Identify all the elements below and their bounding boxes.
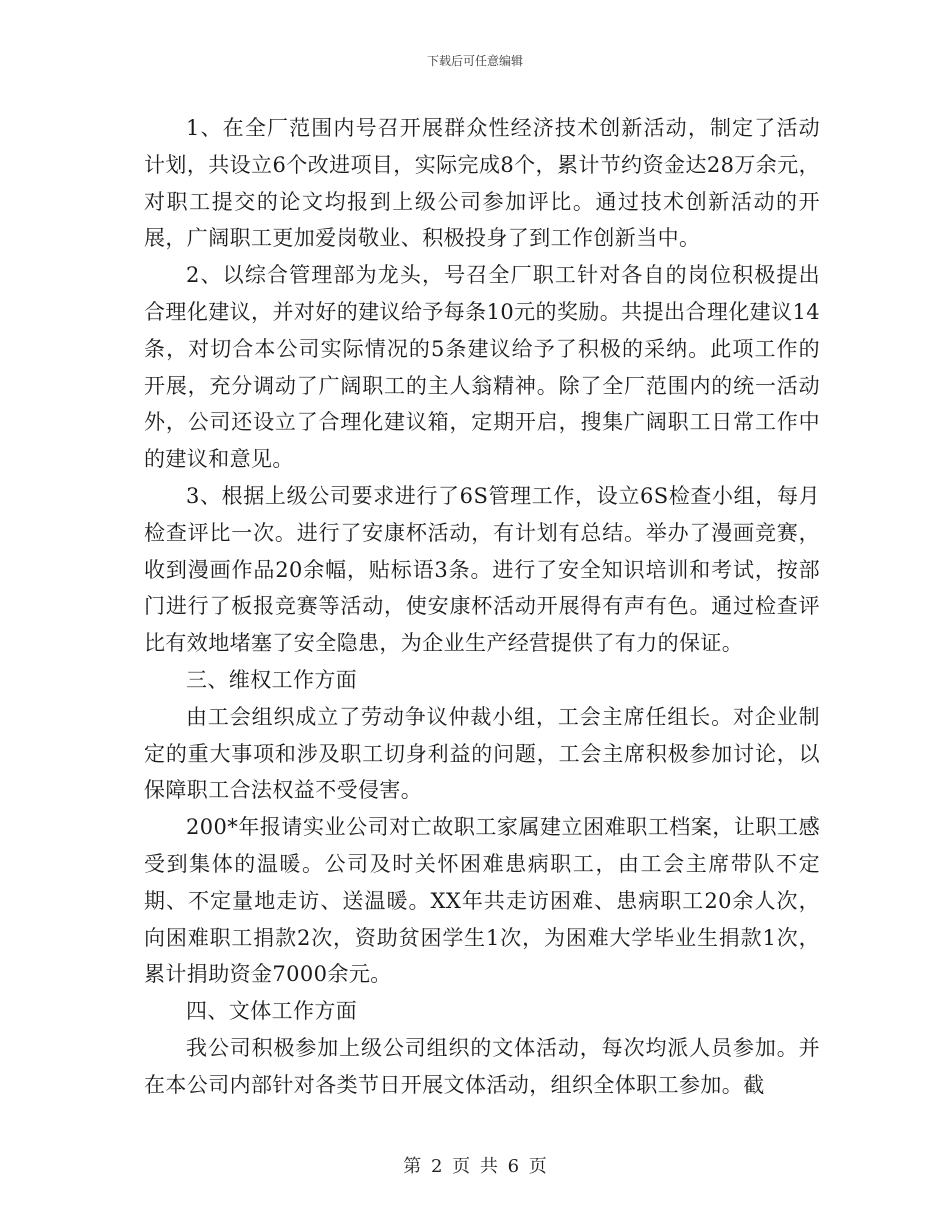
paragraph-arbitration: 由工会组织成立了劳动争议仲裁小组，工会主席任组长。对企业制定的重大事项和涉及职工切身利益的问题，工会主席积极参加讨论，以保障职工合法权益不受侵害。 [144, 704, 820, 803]
document-body [144, 110, 820, 1104]
paragraph-culture: 我公司积极参加上级公司组织的文体活动，每次均派人员参加。并在本公司内部针对各类节日开展文体活动，组织全体职工参加。截 [144, 1035, 820, 1097]
paragraph-safety: 3、根据上级公司要求进行了6S管理工作，设立6S检查小组，每月检查评比一次。进行了安康杯活动，有计划有总结。举办了漫画竞赛，收到漫画作品20余幅，贴标语3条。进行了安全知识培训和考试，按部门进行了板报竞赛等活动，使安康杯活动开展得有声有色。通过检查评比有效地堵塞了安全隐患，为企业生产经营提供了有力的保证。 [144, 483, 820, 656]
paragraph-suggestions: 2、以综合管理部为龙头，号召全厂职工针对各自的岗位积极提出合理化建议，并对好的建议给予每条10元的奖励。共提出合理化建议14条，对切合本公司实际情况的5条建议给予了积极的采纳。此项工作的开展，充分调动了广阔职工的主人翁精神。除了全厂范围内的统一活动外，公司还设立了合理化建议箱，定期开启，搜集广阔职工日常工作中的建议和意见。 [144, 263, 820, 472]
page-footer: 第 2 页 共 6 页 [403, 1156, 547, 1177]
page-header: 下载后可任意编辑 [426, 54, 523, 68]
paragraph-assistance: 200*年报请实业公司对亡故职工家属建立困难职工档案，让职工感受到集体的温暖。公司及时关怀困难患病职工，由工会主席带队不定期、不定量地走访、送温暖。XX年共走访困难、患病职工20余人次，向困难职工捐款2次，资助贫困学生1次，为困难大学毕业生捐款1次，累计捐助资金7000余元。 [144, 815, 820, 987]
paragraph-innovation: 1、在全厂范围内号召开展群众性经济技术创新活动，制定了活动计划，共设立6个改进项目，实际完成8个，累计节约资金达28万余元，对职工提交的论文均报到上级公司参加评比。通过技术创新活动的开展，广阔职工更加爱岗敬业、积极投身了到工作创新当中。 [144, 116, 820, 251]
section-heading-rights: 三、维权工作方面 [186, 667, 358, 692]
section-heading-culture: 四、文体工作方面 [186, 999, 358, 1024]
